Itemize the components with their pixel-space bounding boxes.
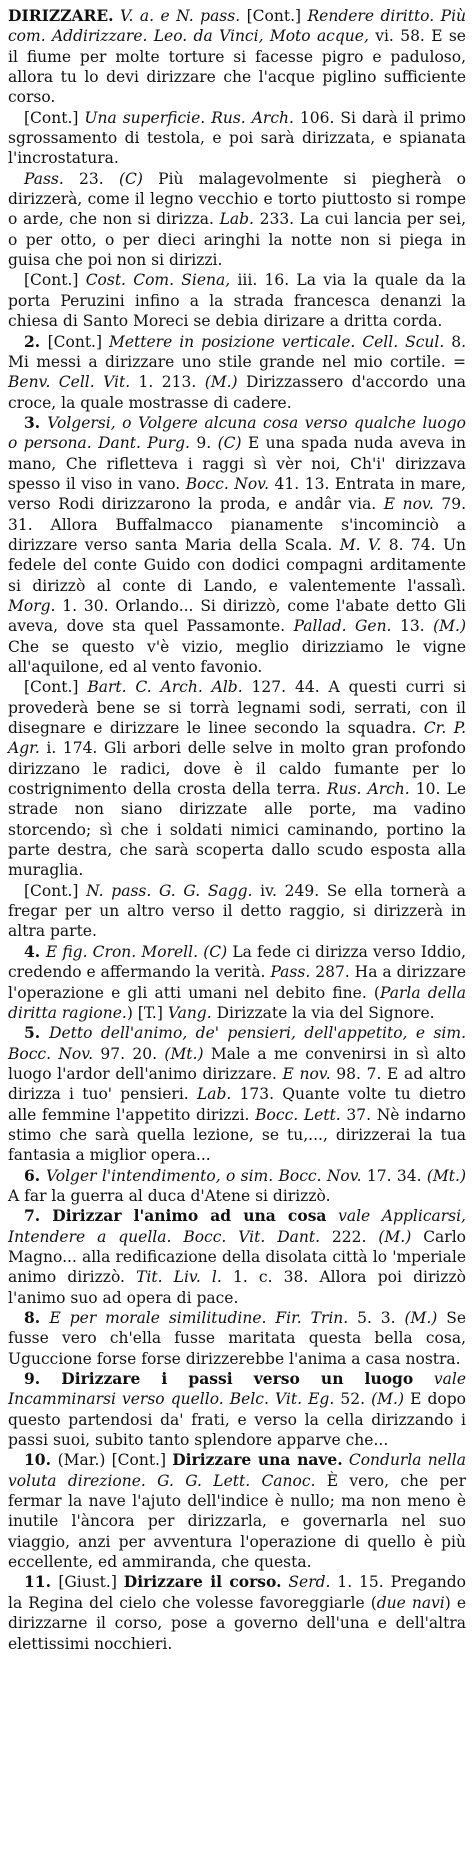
body-text: ) e dirizzarne il corso, pose a governo dell'una e dell'altra elettissimi nocchieri.: [8, 1593, 467, 1653]
italic-text: Bocc. Lett.: [255, 1105, 341, 1124]
headword: DIRIZZARE.: [8, 6, 114, 25]
italic-text: Vang.: [167, 1003, 212, 1022]
body-text: vi. 58. E se il fiume per molte torture si facesse pigro e paduloso, allora tu lo devi dirizzare che l'acque piglino sufficiente corso.: [8, 27, 466, 107]
body-text: ) [T.]: [126, 1003, 168, 1022]
body-text: Male a me convenirsi in sì alto luogo l'ardor dell'animo dirizzare.: [8, 1044, 466, 1083]
body-text: 173. Quante volte tu dietro alle femmine l'appetito dirizzi.: [8, 1085, 466, 1124]
italic-text: due navi: [376, 1593, 445, 1612]
sense-label: 7. Dirizzar l'animo ad una cosa: [24, 1206, 327, 1226]
body-text: iv. 249. Se ella tornerà a fregar per un altro verso il detto raggio, si dirizzerà in altra parte.: [8, 881, 466, 941]
sense-label: 9. Dirizzare i passi verso un luogo: [24, 1369, 414, 1389]
body-text: A far la guerra al duca d'Atene si dirizzò.: [8, 1186, 331, 1205]
body-text: 1. 15. Pregando la Regina del cielo che volesse favoreggiarle (: [8, 1573, 467, 1612]
italic-text: Pallad. Gen.: [293, 617, 392, 636]
italic-text: (Mt.): [426, 1166, 466, 1185]
body-text: 52.: [334, 1390, 372, 1409]
body-text: 106. Si darà il primo sgrossamento di testola, e poi sarà dirizzata, e spianata l'incrostatura.: [8, 108, 466, 168]
sense-paragraph-p12: [8, 1308, 466, 1369]
sense-paragraph-p9: [8, 1023, 466, 1165]
dictionary-entry-dirizzare: [8, 6, 466, 1654]
body-text: Che se questo v'è vizio, meglio dirizziamo le vigne all'aquilone, ed al vento favonio.: [8, 637, 466, 676]
body-text: Dirizzate la via del Signore.: [211, 1003, 435, 1022]
entry-headline-paragraph: [8, 6, 466, 108]
italic-text: Cost. Com. Siena,: [85, 271, 231, 290]
body-text: [Cont.]: [24, 108, 85, 127]
body-text: 9.: [189, 434, 218, 453]
italic-text: (C): [118, 169, 143, 188]
italic-text: Pass.: [24, 169, 64, 188]
italic-text: (M.): [378, 1227, 412, 1246]
body-text: È vero, che per fermar la nave l'ajuto dell'indice è nullo; ma non meno è inutile l'àncora per dirizzarla, e governarla nel suo viaggio, anzi per avventura l'operazione di quello è più eccellente, ed ammiranda, che questa.: [8, 1471, 466, 1572]
sense-label: 10.: [24, 1450, 58, 1470]
italic-text: Lab.: [196, 1085, 232, 1104]
italic-text: Morg.: [8, 596, 56, 615]
body-text: 127. 44. A questi curri si provederà bene se si torrà legnami sodi, serrati, con il disegnare e dirizzare le linee secondo la squadra.: [8, 678, 466, 738]
sense-paragraph-p3: [8, 270, 466, 331]
body-text: [Cont.]: [24, 881, 87, 900]
italic-text: Pass.: [270, 963, 311, 982]
body-text: 1. 30. Orlando... Si dirizzò, come l'abate detto Gli aveva, dove sta quel Passamonte.: [8, 596, 466, 636]
body-text: 23.: [63, 169, 119, 188]
italic-text: Cr. P. Agr.: [8, 719, 466, 758]
body-text: 1. c. 38. Allora poi dirizzò l'animo suo ad opera di pace.: [8, 1268, 466, 1307]
italic-text: (M.): [204, 373, 238, 392]
sense-label: Dirizzare una nave.: [172, 1450, 343, 1470]
body-text: 97. 20.: [93, 1044, 165, 1063]
sense-paragraph-p2: [8, 169, 466, 271]
sense-label: 4.: [24, 941, 46, 961]
sense-paragraph-p14: [8, 1450, 466, 1572]
italic-text: Bocc. Nov.: [185, 474, 270, 493]
body-text: Dirizzassero d'accordo una croce, la quale mostrasse di cadere.: [8, 373, 466, 412]
body-text: 8. Mi messi a dirizzare uno stile grande nel mio cortile. =: [8, 332, 467, 371]
sense-label: 2.: [24, 331, 48, 351]
body-text: [Cont.]: [24, 678, 88, 697]
italic-text: Lab.: [219, 210, 254, 229]
italic-text: Condurla nella voluta direzione. G. G. Lett. Canoc.: [8, 1451, 467, 1490]
body-text: 37. Nè indarno stimo che sarà quella lezione, se tu,..., dirizzerai la tua fantasia a miglior opera...: [8, 1105, 466, 1165]
sense-paragraph-p4: [8, 332, 466, 413]
body-text: 1. 213.: [130, 373, 205, 392]
body-text: 8. 74. Un fedele del conte Guido con dodici compagni arditamente si dirizzò al conte di Lando, e valentemente l'assalì.: [8, 535, 467, 595]
body-text: [Cont.]: [24, 271, 86, 290]
sense-label: 8.: [24, 1308, 50, 1327]
sense-paragraph-p1: [8, 108, 466, 169]
italic-text: N. pass. G. G. Sagg.: [86, 881, 253, 900]
body-text: 233. La cui lancia per sei, o per otto, o per dieci aringhi la notte non si piega in guisa che poi non si dirizzi.: [8, 210, 466, 270]
italic-text: Tit. Liv. l.: [136, 1268, 222, 1287]
italic-text: Mettere in posizione verticale. Cell. Scul.: [108, 332, 445, 351]
body-text: iii. 16. La via la quale da la porta Peruzini infino a la strada francesca denanzi la chiesa di Santo Moreci se debia dirizare a dritta corda.: [8, 271, 466, 331]
sense-paragraph-p7: [8, 881, 466, 942]
sense-label: Dirizzare il corso.: [123, 1572, 282, 1592]
sense-paragraph-p5: [8, 413, 466, 677]
body-text: Più malagevolmente si piegherà o dirizzerà, come il legno vecchio e torto piuttosto si rompe o arde, che non si dirizza.: [8, 169, 466, 229]
sense-label: 5.: [24, 1023, 50, 1043]
italic-text: E fig. Cron. Morell.: [45, 942, 198, 961]
italic-text: (M.): [404, 1309, 438, 1327]
italic-text: Benv. Cell. Vit.: [8, 373, 131, 392]
italic-text: (C): [217, 434, 242, 453]
italic-text: (Mt.): [164, 1044, 204, 1063]
italic-text: (C): [203, 942, 228, 961]
italic-text: M. V.: [339, 535, 382, 554]
body-text: [Cont.]: [47, 332, 109, 351]
body-text: Carlo Magno... alla redificazione della disolata città lo 'mperiale animo dirizzò.: [8, 1227, 466, 1287]
body-text: 222.: [320, 1227, 379, 1246]
body-text: (Mar.) [Cont.]: [57, 1451, 173, 1470]
italic-text: Rus. Arch.: [326, 780, 410, 799]
body-text: E una spada nuda aveva in mano, Che rifletteva i raggi sì vèr noi, Ch'i' dirizzava spesso il viso in vano.: [8, 434, 467, 493]
body-text: 17. 34.: [361, 1166, 427, 1185]
italic-text: Una superficie. Rus. Arch.: [84, 108, 294, 127]
italic-text: Volger l'intendimento, o sim. Bocc. Nov.: [45, 1166, 362, 1185]
italic-text: Parla della diritta ragione.: [8, 983, 466, 1022]
sense-label: 6.: [24, 1165, 46, 1185]
italic-text: vale Applicarsi, Intendere a quella. Bocc. Vit. Dant.: [8, 1207, 466, 1246]
body-text: E dopo questo partendosi da' frati, e verso la cella dirizzando i passi suoi, subito tanto splendore apparve che...: [8, 1390, 466, 1450]
italic-text: Volgersi, o Volgere alcuna cosa verso qualche luogo o persona. Dant. Purg.: [8, 413, 466, 453]
italic-text: Serd.: [281, 1573, 331, 1592]
body-text: 41. 13. Entrata in mare, verso Rodi dirizzarono la proda, e andâr via.: [8, 474, 466, 514]
body-text: La fede ci dirizza verso Iddio, credendo e affermando la verità.: [8, 942, 467, 982]
italic-text: (M.): [371, 1390, 404, 1409]
italic-text: (M.): [433, 617, 466, 636]
body-text: Se fusse vero ch'ella fusse maritata questa bella cosa, Uguccione forse forse dirizzerebbe l'anima a casa nostra.: [8, 1309, 467, 1368]
italic-text: Bart. C. Arch. Alb.: [87, 678, 243, 697]
body-text: 79. 31. Allora Buffalmacco pianamente s'incominciò a dirizzare verso santa Maria della Scala.: [8, 495, 466, 554]
sense-paragraph-p6: [8, 677, 466, 880]
sense-paragraph-p8: [8, 942, 466, 1023]
body-text: 287. Ha a dirizzare l'operazione e gli atti umani nel debito fine. (: [8, 963, 466, 1002]
body-text: 98. 7. E ad altro dirizza i tuo' pensieri.: [8, 1064, 467, 1104]
sense-paragraph-p15: [8, 1572, 466, 1653]
body-text: i. 174. Gli arbori delle selve in molto gran profondo dirizzano le radici, dove è il caldo fumante per lo costrignimento della crosta della terra.: [8, 739, 466, 799]
italic-text: V. a. e N. pass.: [113, 7, 241, 25]
body-text: 13.: [391, 617, 434, 636]
body-text: 5. 3.: [348, 1309, 405, 1327]
sense-label: 3.: [24, 412, 48, 432]
sense-label: 11.: [24, 1572, 59, 1592]
sense-paragraph-p10: [8, 1166, 466, 1207]
italic-text: Rendere diritto. Più com. Addirizzare. Leo. da Vinci, Moto acque,: [8, 7, 467, 46]
sense-paragraph-p13: [8, 1369, 466, 1450]
body-text: [Giust.]: [58, 1573, 124, 1592]
body-text: [Cont.]: [240, 7, 308, 25]
italic-text: Detto dell'animo, de' pensieri, dell'appetito, e sim. Bocc. Nov.: [8, 1024, 466, 1063]
body-text: 10. Le strade non siano dirizzate alle porte, ma vadino storcendo; sì che i soldati nimici caminando, portino la parte destra, che sarà scoperta dallo scudo esposta alla muraglia.: [8, 780, 466, 880]
italic-text: E nov.: [383, 495, 434, 514]
italic-text: E per morale similitudine. Fir. Trin.: [49, 1309, 349, 1327]
italic-text: E nov.: [282, 1064, 331, 1083]
italic-text: vale Incamminarsi verso quello. Belc. Vit. Eg.: [8, 1370, 466, 1409]
sense-paragraph-p11: [8, 1206, 466, 1308]
